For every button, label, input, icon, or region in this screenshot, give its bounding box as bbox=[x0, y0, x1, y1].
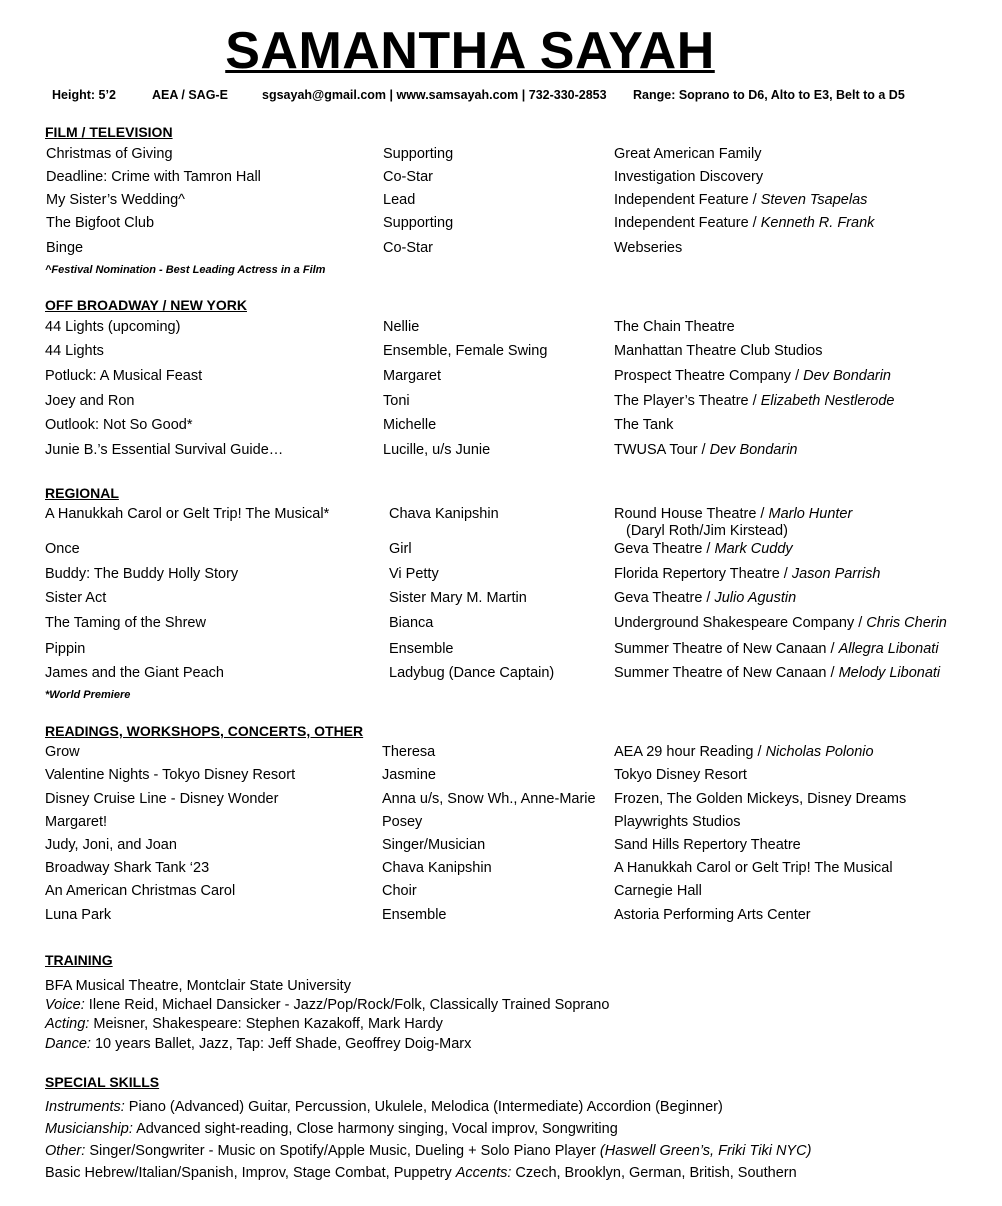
credit-venue bbox=[614, 367, 891, 385]
director-name: Jason Parrish bbox=[791, 566, 881, 582]
training-line bbox=[45, 1035, 471, 1053]
venue-name: Summer Theatre of New Canaan / bbox=[614, 665, 839, 681]
director-name: Dev Bondarin bbox=[803, 368, 891, 384]
director-name: Nicholas Polonio bbox=[765, 744, 874, 760]
training-heading: TRAINING bbox=[45, 952, 113, 968]
credit-title: Buddy: The Buddy Holly Story bbox=[45, 566, 239, 582]
credit-title: 44 Lights (upcoming) bbox=[45, 319, 181, 335]
credit-role: Co-Star bbox=[383, 169, 433, 185]
credit-role: Singer/Musician bbox=[382, 837, 486, 853]
skills-musicianship bbox=[45, 1120, 618, 1138]
venue-name: Tokyo Disney Resort bbox=[614, 767, 747, 783]
venue-name: TWUSA Tour / bbox=[614, 442, 710, 458]
credit-venue bbox=[614, 614, 947, 632]
credit-venue bbox=[614, 664, 940, 682]
training-line bbox=[45, 1015, 443, 1033]
credit-title: Pippin bbox=[45, 641, 86, 657]
credit-title: My Sister’s Wedding^ bbox=[46, 192, 185, 208]
credit-role: Ensemble bbox=[389, 641, 454, 657]
credit-role: Supporting bbox=[383, 215, 454, 231]
other-text: Singer/Songwriter - Music on Spotify/Apple Music, Dueling + Solo Piano Player bbox=[85, 1143, 600, 1159]
venue-name: Carnegie Hall bbox=[614, 883, 702, 899]
height-info: Height: 5’2 bbox=[52, 88, 116, 102]
credit-venue bbox=[614, 214, 874, 232]
credit-title: Outlook: Not So Good* bbox=[45, 417, 193, 433]
venue-name: Investigation Discovery bbox=[614, 169, 764, 185]
venue-name: Geva Theatre / bbox=[614, 590, 715, 606]
credit-venue bbox=[614, 191, 867, 209]
other-venues: (Haswell Green’s, Friki Tiki NYC) bbox=[599, 1143, 812, 1159]
credit-title: Binge bbox=[46, 240, 84, 256]
credit-title: Disney Cruise Line - Disney Wonder bbox=[45, 791, 279, 807]
credit-role: Jasmine bbox=[382, 767, 436, 783]
venue-name: Great American Family bbox=[614, 146, 762, 162]
credit-role: Ensemble, Female Swing bbox=[383, 343, 548, 359]
credit-title: Deadline: Crime with Tamron Hall bbox=[46, 169, 261, 185]
union-info: AEA / SAG-E bbox=[152, 88, 228, 102]
accents-label: Accents: bbox=[455, 1165, 512, 1181]
credit-title: The Taming of the Shrew bbox=[45, 615, 206, 631]
director-name: Kenneth R. Frank bbox=[760, 215, 875, 231]
credit-venue bbox=[614, 790, 906, 808]
credit-venue bbox=[614, 145, 761, 163]
credit-role: Margaret bbox=[383, 368, 442, 384]
skills-other bbox=[45, 1142, 811, 1160]
director-name: Elizabeth Nestlerode bbox=[760, 393, 895, 409]
credit-role: Chava Kanipshin bbox=[389, 506, 499, 522]
credit-title: Broadway Shark Tank ‘23 bbox=[45, 860, 210, 876]
credit-role: Sister Mary M. Martin bbox=[389, 590, 527, 606]
credit-role: Lucille, u/s Junie bbox=[383, 442, 491, 458]
director-name: Julio Agustin bbox=[714, 590, 797, 606]
credit-venue bbox=[614, 640, 939, 658]
credit-title: Joey and Ron bbox=[45, 393, 135, 409]
training-label: Dance: bbox=[45, 1036, 91, 1052]
credit-title: Judy, Joni, and Joan bbox=[45, 837, 177, 853]
basic-text: Basic Hebrew/Italian/Spanish, Improv, Stage Combat, Puppetry bbox=[45, 1165, 456, 1181]
director-name: Marlo Hunter bbox=[768, 506, 853, 522]
credit-venue bbox=[614, 342, 823, 360]
credit-title: Sister Act bbox=[45, 590, 107, 606]
musicianship-label: Musicianship: bbox=[45, 1121, 133, 1137]
venue-name: Prospect Theatre Company / bbox=[614, 368, 804, 384]
venue-name: Frozen, The Golden Mickeys, Disney Dreams bbox=[614, 791, 907, 807]
credit-role: Lead bbox=[383, 192, 416, 208]
credit-title: Margaret! bbox=[45, 814, 108, 830]
resume-name: SAMANTHA SAYAH bbox=[225, 22, 715, 80]
venue-name: The Chain Theatre bbox=[614, 319, 735, 335]
credit-role: Co-Star bbox=[383, 240, 433, 256]
credit-venue bbox=[614, 882, 702, 900]
training-line bbox=[45, 996, 609, 1014]
credit-venue bbox=[614, 540, 793, 558]
credit-venue bbox=[614, 589, 796, 607]
credit-title: An American Christmas Carol bbox=[45, 883, 236, 899]
credit-venue bbox=[614, 239, 682, 257]
venue-name: The Player’s Theatre / bbox=[614, 393, 761, 409]
credit-venue bbox=[614, 392, 895, 410]
credit-venue bbox=[614, 318, 735, 336]
readings-heading: READINGS, WORKSHOPS, CONCERTS, OTHER bbox=[45, 723, 364, 739]
credit-role: Toni bbox=[383, 393, 410, 409]
credit-title: A Hanukkah Carol or Gelt Trip! The Musical* bbox=[45, 506, 330, 522]
venue-name: The Tank bbox=[614, 417, 674, 433]
director-name: Chris Cherin bbox=[866, 615, 947, 631]
training-text: 10 years Ballet, Jazz, Tap: Jeff Shade, Geoffrey Doig-Marx bbox=[90, 1036, 472, 1052]
venue-name: Webseries bbox=[614, 240, 683, 256]
venue-name: Round House Theatre / bbox=[614, 506, 769, 522]
training-label: Acting: bbox=[45, 1016, 90, 1032]
credit-title: Luna Park bbox=[45, 907, 112, 923]
credit-title: Grow bbox=[45, 744, 80, 760]
credit-title: Christmas of Giving bbox=[46, 146, 173, 162]
credit-role: Michelle bbox=[383, 417, 437, 433]
director-name: Steven Tsapelas bbox=[760, 192, 868, 208]
director-name: Allegra Libonati bbox=[838, 641, 939, 657]
credit-role: Ladybug (Dance Captain) bbox=[389, 665, 555, 681]
credit-role: Posey bbox=[382, 814, 423, 830]
credit-venue bbox=[614, 836, 801, 854]
venue-name: Independent Feature / bbox=[614, 192, 761, 208]
credit-venue bbox=[614, 505, 852, 523]
offbroadway-heading: OFF BROADWAY / NEW YORK bbox=[45, 297, 247, 313]
venue-producers: (Daryl Roth/Jim Kirstead) bbox=[626, 523, 788, 539]
accents-text: Czech, Brooklyn, German, British, Southern bbox=[511, 1165, 797, 1181]
credit-role: Anna u/s, Snow Wh., Anne-Marie bbox=[382, 791, 596, 807]
training-text: Meisner, Shakespeare: Stephen Kazakoff, Mark Hardy bbox=[89, 1016, 443, 1032]
venue-name: A Hanukkah Carol or Gelt Trip! The Musical bbox=[614, 860, 893, 876]
credit-title: Valentine Nights - Tokyo Disney Resort bbox=[45, 767, 296, 783]
regional-note: *World Premiere bbox=[45, 689, 131, 701]
credit-role: Choir bbox=[382, 883, 417, 899]
instruments-text: Piano (Advanced) Guitar, Percussion, Ukulele, Melodica (Intermediate) Accordion (Beginner) bbox=[124, 1099, 723, 1115]
training-line bbox=[45, 977, 351, 995]
venue-name: Astoria Performing Arts Center bbox=[614, 907, 811, 923]
training-text: BFA Musical Theatre, Montclair State University bbox=[45, 978, 351, 994]
vocal-range: Range: Soprano to D6, Alto to E3, Belt to a D5 bbox=[633, 88, 905, 102]
training-text: Ilene Reid, Michael Dansicker - Jazz/Pop/Rock/Folk, Classically Trained Soprano bbox=[84, 997, 610, 1013]
credit-venue bbox=[614, 906, 811, 924]
credit-title: Junie B.’s Essential Survival Guide… bbox=[45, 442, 284, 458]
credit-venue bbox=[614, 766, 747, 784]
venue-name: Florida Repertory Theatre / bbox=[614, 566, 792, 582]
director-name: Mark Cuddy bbox=[714, 541, 793, 557]
venue-name: Independent Feature / bbox=[614, 215, 761, 231]
credit-role: Chava Kanipshin bbox=[382, 860, 492, 876]
credit-title: James and the Giant Peach bbox=[45, 665, 224, 681]
credit-venue bbox=[614, 441, 797, 459]
credit-title: The Bigfoot Club bbox=[46, 215, 155, 231]
film-note: ^Festival Nomination - Best Leading Actress in a Film bbox=[45, 264, 326, 276]
venue-name: Underground Shakespeare Company / bbox=[614, 615, 867, 631]
film-heading: FILM / TELEVISION bbox=[45, 124, 173, 140]
credit-role: Theresa bbox=[382, 744, 436, 760]
venue-name: Sand Hills Repertory Theatre bbox=[614, 837, 801, 853]
credit-title: Potluck: A Musical Feast bbox=[45, 368, 203, 384]
credit-title: Once bbox=[45, 541, 80, 557]
director-name: Melody Libonati bbox=[838, 665, 941, 681]
musicianship-text: Advanced sight-reading, Close harmony singing, Vocal improv, Songwriting bbox=[132, 1121, 618, 1137]
venue-name: Geva Theatre / bbox=[614, 541, 715, 557]
director-name: Dev Bondarin bbox=[709, 442, 798, 458]
credit-role: Supporting bbox=[383, 146, 454, 162]
credit-role: Girl bbox=[389, 541, 412, 557]
credit-role: Nellie bbox=[383, 319, 420, 335]
venue-name: Manhattan Theatre Club Studios bbox=[614, 343, 823, 359]
credit-venue bbox=[614, 743, 874, 761]
credit-role: Bianca bbox=[389, 615, 434, 631]
credit-venue bbox=[614, 813, 741, 831]
venue-name: Summer Theatre of New Canaan / bbox=[614, 641, 839, 657]
credit-role: Vi Petty bbox=[389, 566, 439, 582]
credit-venue bbox=[614, 859, 893, 877]
credit-title: 44 Lights bbox=[45, 343, 104, 359]
venue-name: Playwrights Studios bbox=[614, 814, 741, 830]
other-label: Other: bbox=[45, 1143, 86, 1159]
training-label: Voice: bbox=[45, 997, 85, 1013]
skills-basic bbox=[45, 1164, 797, 1182]
skills-heading: SPECIAL SKILLS bbox=[45, 1074, 160, 1090]
credit-venue bbox=[614, 565, 881, 583]
credit-venue bbox=[614, 416, 673, 434]
credit-venue bbox=[614, 168, 763, 186]
regional-heading: REGIONAL bbox=[45, 485, 119, 501]
venue-name: AEA 29 hour Reading / bbox=[614, 744, 766, 760]
contact-info: sgsayah@gmail.com | www.samsayah.com | 732-330-2853 bbox=[262, 88, 607, 102]
skills-instruments bbox=[45, 1098, 723, 1116]
credit-role: Ensemble bbox=[382, 907, 447, 923]
instruments-label: Instruments: bbox=[45, 1099, 125, 1115]
